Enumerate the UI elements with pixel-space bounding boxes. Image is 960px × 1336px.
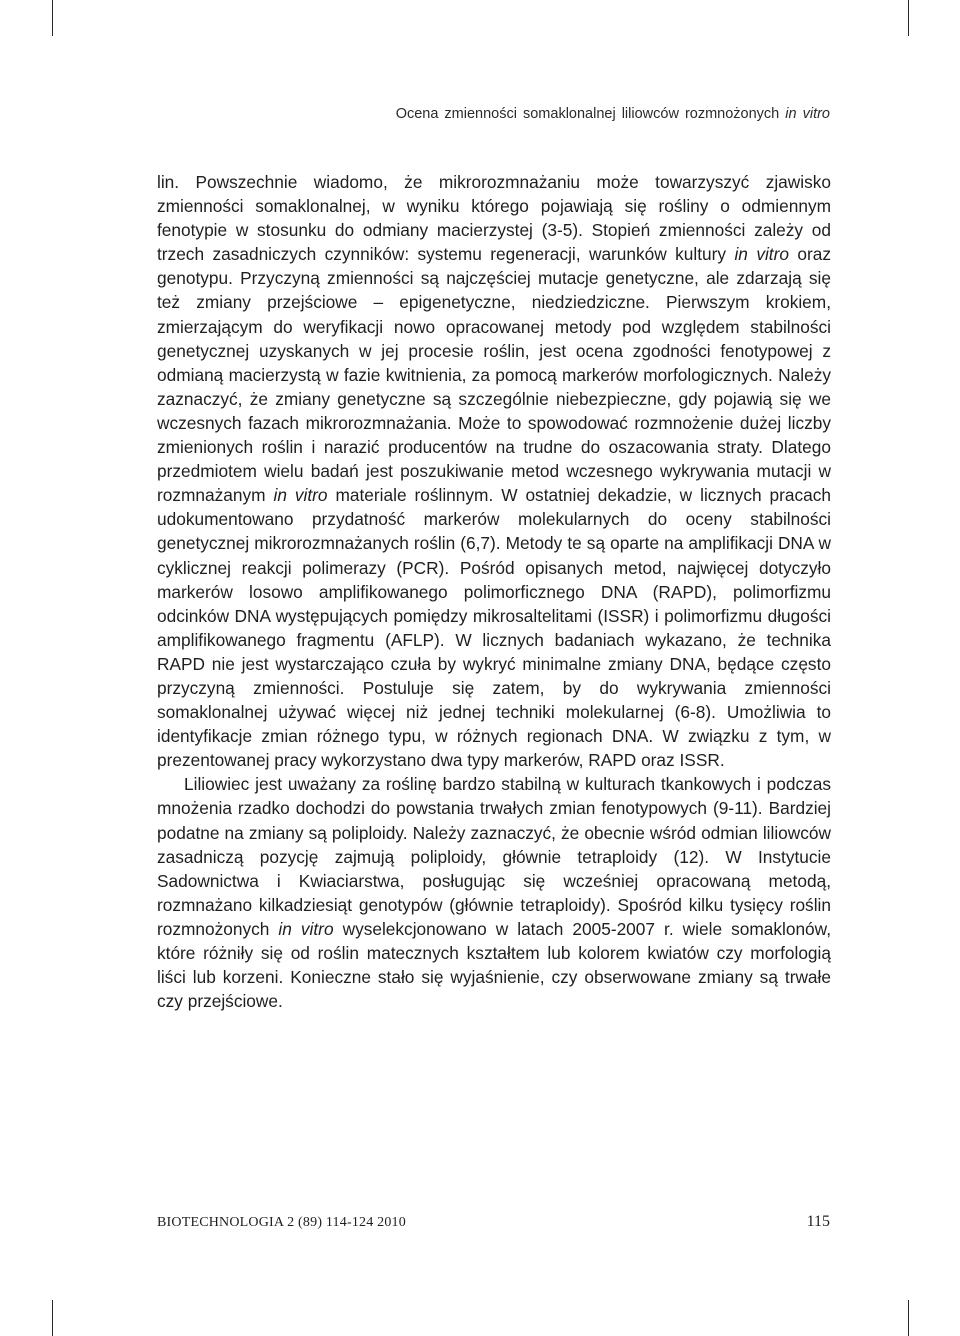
running-header-title: Ocena zmienności somaklonalnej liliowców rozmnożonych [395, 106, 780, 122]
article-body [157, 170, 831, 1013]
crop-mark-top-left [52, 0, 53, 36]
running-header-italic: in vitro [785, 106, 830, 122]
text-run: lin. Powszechnie wiadomo, że mikrorozmnażaniu może towarzyszyć zjawisko zmienności somaklonalnej, w wyniku którego pojawiają się rośliny o odmiennym fenotypie w stosunku do odmiany macierzystej (3-5). Stopień zmienności zależy od trzech zasadniczych czynników: systemu regeneracji, warunków kultury [157, 172, 831, 265]
crop-mark-top-right [908, 0, 909, 36]
text-run: wyselekcjonowano w latach 2005-2007 r. wiele somaklonów, które różniły się od roślin matecznych kształtem lub kolorem kwiatów czy morfologią liści lub korzeni. Konieczne stało się wyjaśnienie, czy obserwowane zmiany są trwałe czy przejściowe. [157, 918, 831, 1012]
body-paragraph [157, 772, 831, 1013]
running-header [396, 106, 830, 122]
crop-mark-bottom-right [908, 1300, 909, 1336]
crop-mark-bottom-left [52, 1300, 53, 1336]
text-run: materiale roślinnym. W ostatniej dekadzie, w licznych pracach udokumentowano przydatność markerów molekularnych do oceny stabilności genetycznej mikrorozmnażanych roślin (6,7). Metody te są oparte na amplifikacji DNA w cyklicznej reakcji polimerazy (PCR). Pośród opisanych metod, najwięcej dotyczyło markerów losowo amplifikowanego polimorficznego DNA (RAPD), polimorfizmu odcinków DNA występujących pomiędzy mikrosaltelitami (ISSR) i polimorfizmu długości amplifikowanego fragmentu (AFLP). W licznych badaniach wykazano, że technika RAPD nie jest wystarczająco czuła by wykryć minimalne zmiany DNA, będące często przyczyną zmienności. Postuluje się zatem, by do wykrywania zmienności somaklonalnej używać więcej niż jednej techniki molekularnej (6-8). Umożliwia to identyfikacje zmian różnego typu, w różnych regionach DNA. W związku z tym, w prezentowanej pracy wykorzystano dwa typy markerów, RAPD oraz ISSR. [157, 485, 831, 771]
text-run: oraz genotypu. Przyczyną zmienności są najczęściej mutacje genetyczne, ale zdarzają się też zmiany przejściowe – epigenetyczne, niedziedziczne. Pierwszym krokiem, zmierzającym do weryfikacji nowo opracowanej metody pod względem stabilności genetycznej uzyskanych w jej procesie roślin, jest ocena zgodności fenotypowej z odmianą macierzystą w fazie kwitnienia, za pomocą markerów morfologicznych. Należy zaznaczyć, że zmiany genetyczne są szczególnie niebezpieczne, gdy pojawią się we wczesnych fazach mikrorozmnażania. Może to spowodować rozmnożenie dużej liczby zmienionych roślin i narazić producentów na trudne do oszacowania straty. Dlatego przedmiotem wielu badań jest poszukiwanie metod wczesnego wykrywania mutacji w rozmnażanym [157, 244, 831, 506]
italic-term: in vitro [734, 244, 789, 265]
italic-term: in vitro [278, 918, 334, 939]
journal-citation: BIOTECHNOLOGIA 2 (89) 114-124 2010 [157, 1215, 406, 1230]
page-number: 115 [806, 1213, 830, 1230]
text-run: Liliowiec jest uważany za roślinę bardzo stabilną w kulturach tkankowych i podczas mnożenia rzadko dochodzi do powstania trwałych zmian fenotypowych (9-11). Bardziej podatne na zmiany są poliploidy. Należy zaznaczyć, że obecnie wśród odmian liliowców zasadniczą pozycję zajmują poliploidy, głównie tetraploidy (12). W Instytucie Sadownictwa i Kwiaciarstwa, posługując się wcześniej opracowaną metodą, rozmnażano kilkadziesiąt genotypów (głównie tetraploidy). Spośród kilku tysięcy roślin rozmnożonych [157, 774, 831, 939]
italic-term: in vitro [273, 485, 328, 506]
body-paragraph [157, 170, 831, 772]
